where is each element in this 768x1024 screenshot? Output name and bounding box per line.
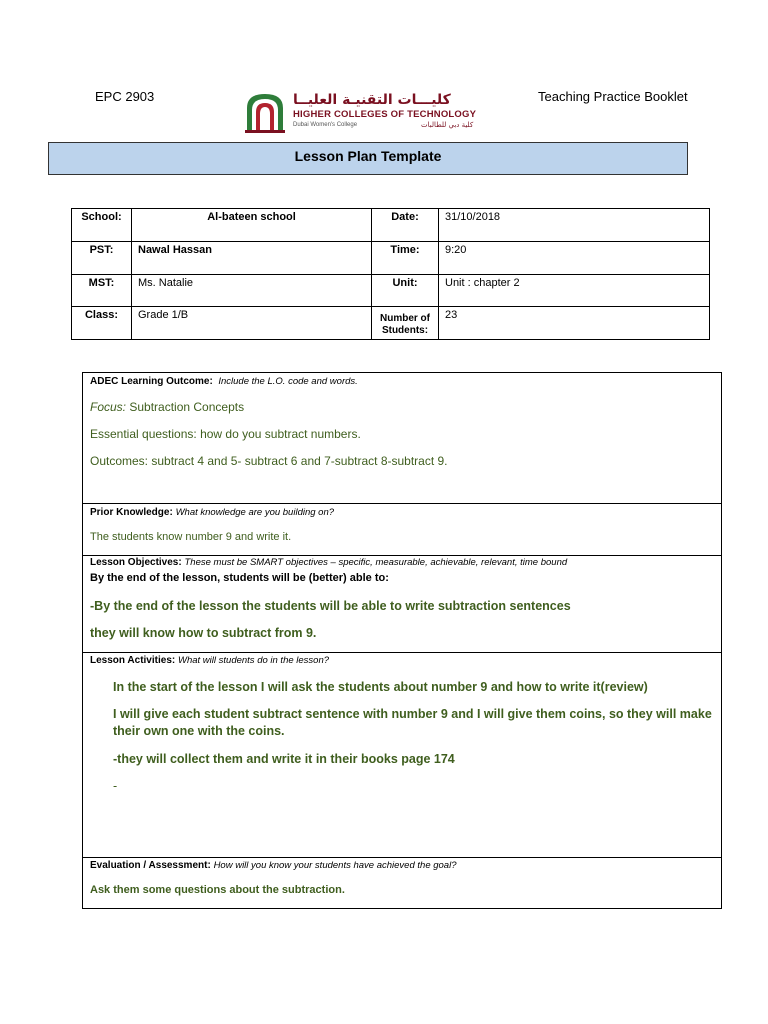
objectives-line-1: -By the end of the lesson the students will be able to write subtraction sentences [90, 599, 571, 613]
prior-text: The students know number 9 and write it. [90, 531, 292, 543]
prior-heading: Prior Knowledge: What knowledge are you building on? [90, 507, 335, 518]
activities-line-1: In the start of the lesson I will ask the students about number 9 and how to write it(review) [113, 680, 648, 694]
students-label: Number of Students: [372, 307, 439, 340]
outcome-heading: ADEC Learning Outcome: Include the L.O. code and words. [90, 376, 358, 387]
mst-value: Ms. Natalie [132, 275, 372, 307]
evaluation-text: Ask them some questions about the subtraction. [90, 884, 345, 896]
objectives-heading: Lesson Objectives: These must be SMART objectives – specific, measurable, achievable, relevant, time bound [90, 557, 568, 568]
objectives-hint: These must be SMART objectives – specific, measurable, achievable, relevant, time bound [184, 557, 568, 568]
hct-emblem-icon [243, 92, 287, 134]
activities-line-4: - [113, 779, 118, 793]
outcome-hint: Include the L.O. code and words. [218, 376, 358, 387]
page-title: Lesson Plan Template [48, 142, 688, 175]
section-learning-outcome [83, 373, 721, 504]
time-label: Time: [372, 242, 439, 275]
course-code: EPC 2903 [95, 89, 155, 104]
section-lesson-activities [83, 653, 721, 858]
outcome-essential-questions: Essential questions: how do you subtract numbers. [90, 427, 361, 441]
activities-heading: Lesson Activities: What will students do in the lesson? [90, 655, 330, 666]
section-prior-knowledge [83, 504, 721, 556]
time-value: 9:20 [439, 242, 710, 275]
prior-hint: What knowledge are you building on? [175, 507, 335, 518]
class-value: Grade 1/B [132, 307, 372, 340]
activities-line-3: -they will collect them and write it in their books page 174 [113, 752, 455, 766]
booklet-title: Teaching Practice Booklet [538, 89, 688, 104]
logo-sub-english: Dubai Women's College [293, 122, 358, 128]
outcome-focus: Focus: Subtraction Concepts [90, 400, 245, 414]
students-value: 23 [439, 307, 710, 340]
activities-line-2a: I will give each student subtract sentence with number 9 and I will give them coins, so they will make [113, 707, 712, 721]
logo-sub-arabic: كلية دبي للطالبات [421, 121, 474, 129]
section-lesson-objectives [83, 556, 721, 653]
unit-label: Unit: [372, 275, 439, 307]
objectives-line-2: they will know how to subtract from 9. [90, 626, 317, 640]
lesson-plan-body [82, 372, 722, 909]
activities-line-2b: their own one with the coins. [113, 724, 285, 738]
info-table [71, 208, 710, 340]
unit-value: Unit : chapter 2 [439, 275, 710, 307]
class-label: Class: [72, 307, 132, 340]
outcome-outcomes: Outcomes: subtract 4 and 5- subtract 6 and 7-subtract 8-subtract 9. [90, 454, 448, 468]
evaluation-hint: How will you know your students have achieved the goal? [213, 860, 457, 871]
logo-arabic-name: كليـــات التقنيـة العليــا [293, 92, 451, 108]
school-label: School: [72, 209, 132, 242]
evaluation-heading: Evaluation / Assessment: How will you know your students have achieved the goal? [90, 860, 457, 871]
school-value: Al-bateen school [132, 209, 372, 242]
objectives-lead: By the end of the lesson, students will be (better) able to: [90, 572, 389, 584]
pst-value: Nawal Hassan [132, 242, 372, 275]
section-evaluation [83, 858, 721, 908]
pst-label: PST: [72, 242, 132, 275]
mst-label: MST: [72, 275, 132, 307]
date-label: Date: [372, 209, 439, 242]
logo-english-name: HIGHER COLLEGES OF TECHNOLOGY [293, 109, 477, 120]
date-value: 31/10/2018 [439, 209, 710, 242]
college-logo [243, 92, 483, 134]
activities-hint: What will students do in the lesson? [178, 655, 330, 666]
